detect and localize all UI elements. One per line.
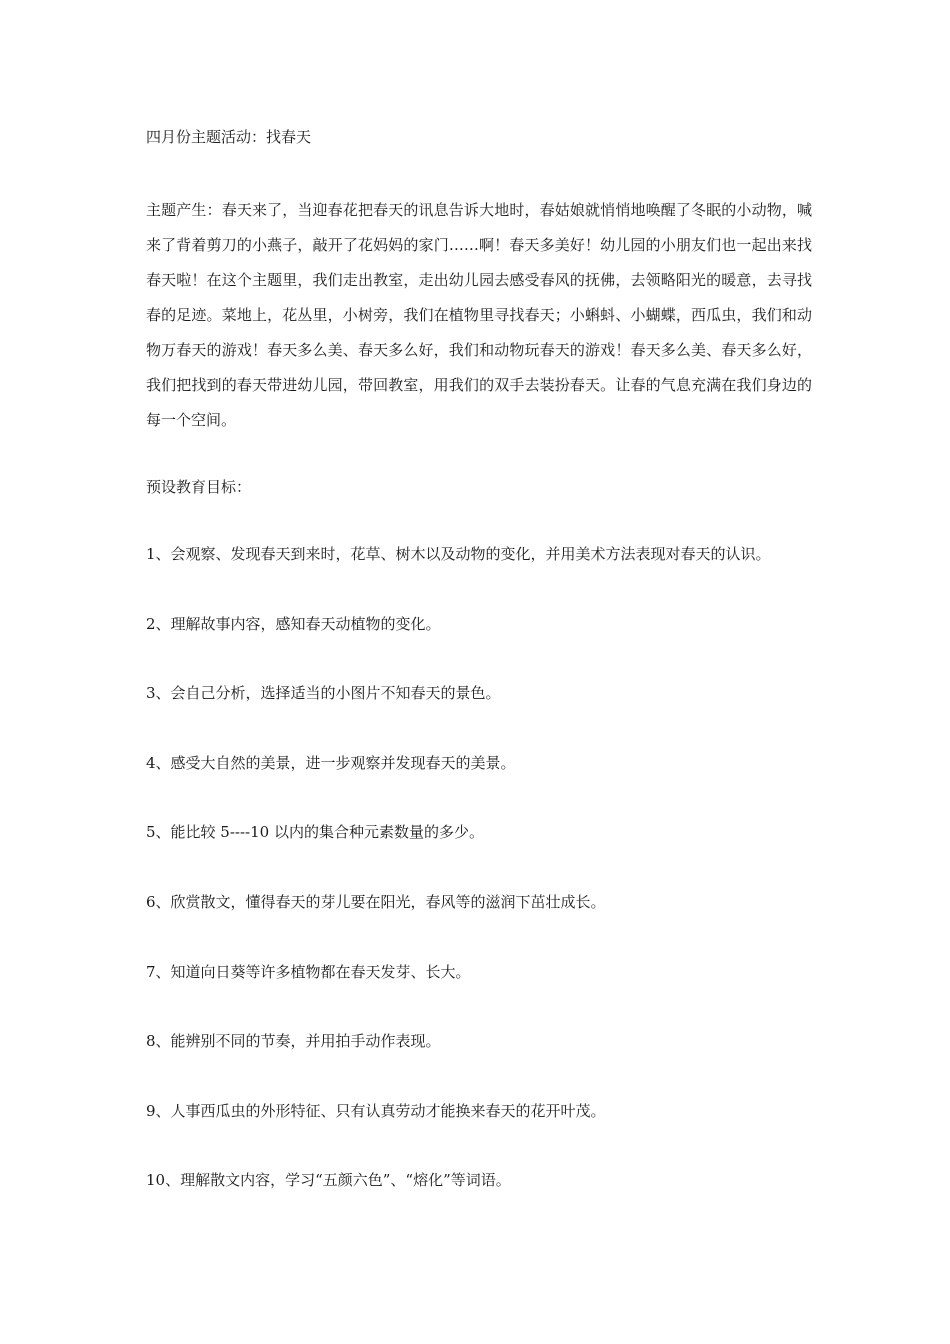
goal-list — [146, 543, 826, 1239]
goal-item-3: 3、会自己分析，选择适当的小图片不知春天的景色。 — [146, 684, 501, 703]
goals-heading: 预设教育目标： — [146, 478, 252, 496]
goal-item-6: 6、欣赏散文，懂得春天的芽儿要在阳光，春风等的滋润下茁壮成长。 — [146, 892, 606, 911]
document-title: 四月份主题活动：找春天 — [146, 128, 312, 146]
goal-item-1: 1、会观察、发现春天到来时，花草、树木以及动物的变化，并用美术方法表现对春天的认识。 — [146, 545, 771, 563]
goal-item-4: 4、感受大自然的美景，进一步观察并发现春天的美景。 — [146, 753, 516, 772]
intro-paragraph: 主题产生：春天来了，当迎春花把春天的讯息告诉大地时，春姑娘就悄悄地唤醒了冬眠的小动物，喊来了背着剪刀的小燕子，敲开了花妈妈的家门……啊！春天多美好！幼儿园的小朋友们也一起出来找春天啦！在这个主题里，我们走出教室，走出幼儿园去感受春风的抚佛，去领略阳光的暖意，去寻找春的足迹。菜地上，花丛里，小树旁，我们在植物里寻找春天；小蝌蚪、小蝴蝶，西瓜虫，我们和动物万春天的游戏！春天多么美、春天多么好，我们和动物玩春天的游戏！春天多么美、春天多么好，我们把找到的春天带进幼儿园，带回教室，用我们的双手去装扮春天。让春的气息充满在我们身边的每一个空间。 — [146, 201, 812, 429]
goal-item-8: 8、能辨别不同的节奏，并用拍手动作表现。 — [146, 1032, 441, 1051]
goal-item-2: 2、理解故事内容，感知春天动植物的变化。 — [146, 614, 441, 633]
goal-item-7: 7、知道向日葵等许多植物都在春天发芽、长大。 — [146, 962, 471, 981]
goal-item-5: 5、能比较 5----10 以内的集合种元素数量的多少。 — [146, 823, 484, 842]
goal-item-10: 10、理解散文内容，学习“五颜六色”、“熔化”等词语。 — [146, 1171, 511, 1190]
goal-item-9: 9、人事西瓜虫的外形特征、只有认真劳动才能换来春天的花开叶茂。 — [146, 1101, 606, 1120]
